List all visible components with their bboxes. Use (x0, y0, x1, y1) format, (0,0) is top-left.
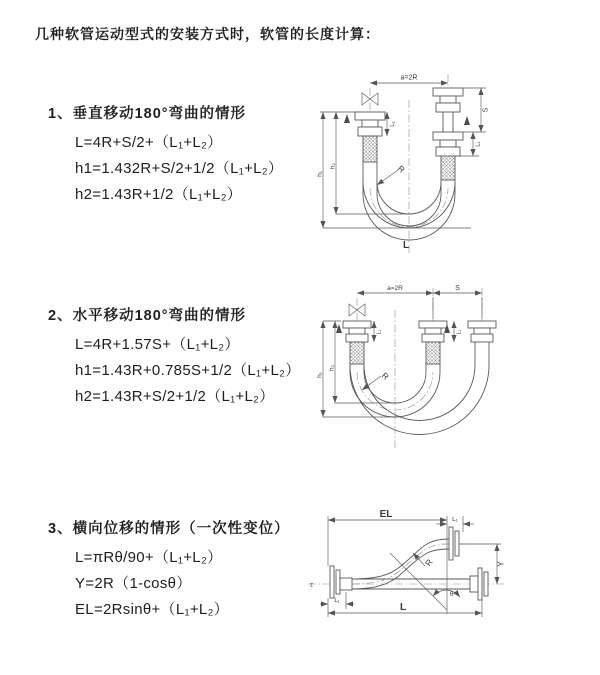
fitting-right (468, 321, 496, 342)
dim-l1-label: L₁ (390, 121, 396, 127)
dim-h2-label: h₂ (329, 162, 337, 170)
dim-l1-label: L₁ (456, 329, 463, 335)
dim-s-label: S (482, 107, 490, 113)
dim-el-label: EL (379, 509, 393, 520)
dim-a2r-label: a=2R (387, 285, 403, 292)
dim-l1-label: L₁ (376, 329, 383, 335)
diagram-lateral-displacement (298, 496, 600, 656)
dim-l1-label: L₁ (475, 141, 482, 147)
angle-theta-label: θ (450, 591, 454, 598)
move-direction-arrow (336, 324, 342, 333)
section-2-heading: 2、水平移动180°弯曲的情形 (48, 308, 247, 324)
dim-a2r-label: a=2R (400, 74, 418, 82)
section-2 (48, 306, 301, 410)
dim-l1-label: L₁ (334, 598, 340, 604)
length-label: L (402, 240, 410, 251)
formula-3-el: EL=2Rsinθ+（L₁+L₂） (75, 601, 229, 618)
fitting-middle (419, 321, 447, 364)
diagram-vertical-180-bend (303, 64, 593, 259)
formula-1-l: L=4R+S/2+（L₁+L₂） (75, 134, 223, 151)
formula-2-l: L=4R+1.57S+（L₁+L₂） (75, 336, 240, 353)
formula-3-y: Y=2R（1-cosθ） (75, 575, 192, 592)
radius-label: R (422, 557, 435, 568)
section-3 (48, 519, 290, 623)
section-1-heading: 1、垂直移动180°弯曲的情形 (48, 106, 247, 122)
move-direction-arrow (464, 116, 470, 125)
dim-y-label: Y (496, 561, 506, 567)
section-1 (48, 104, 283, 208)
page-title: 几种软管运动型式的安装方式时，软管的长度计算： (35, 26, 380, 42)
diagram-horizontal-180-bend (306, 280, 598, 465)
dim-h1-label: h₁ (316, 372, 324, 378)
dim-l-label: L (399, 602, 407, 613)
formula-2-h1: h1=1.43R+0.785S+1/2（L₁+L₂） (75, 362, 301, 379)
formula-1-h1: h1=1.432R+S/2+1/2（L₁+L₂） (75, 160, 284, 177)
move-direction-arrow (344, 114, 350, 123)
dim-l1-label: L₁ (452, 516, 458, 523)
dim-h1-label: h₁ (316, 171, 324, 177)
dim-s-label: S (455, 285, 460, 292)
radius-label: R (395, 163, 407, 175)
section-3-heading: 3、横向位移的情形（一次性变位） (48, 521, 290, 537)
radius-label: R (379, 370, 391, 382)
formula-2-h2: h2=1.43R+S/2+1/2（L₁+L₂） (75, 388, 275, 405)
formula-3-l: L=πRθ/90+（L₁+L₂） (75, 549, 223, 566)
dim-h2-label: h₂ (328, 364, 336, 372)
formula-1-h2: h2=1.43R+1/2（L₁+L₂） (75, 186, 243, 203)
fitting-left (343, 321, 371, 364)
centerline-mark: z (310, 582, 313, 589)
